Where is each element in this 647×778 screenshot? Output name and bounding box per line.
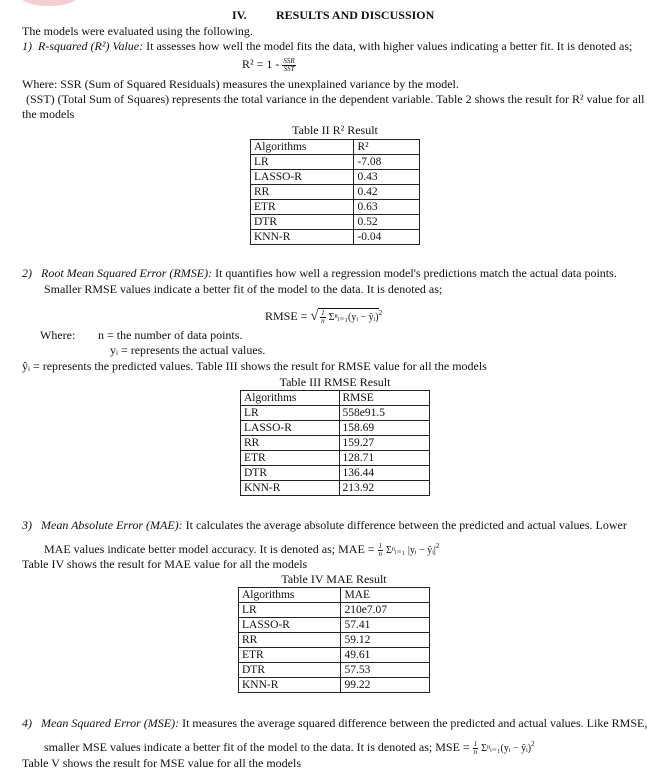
header-decoration bbox=[20, 0, 78, 6]
table-row bbox=[241, 436, 430, 451]
value-cell: 57.53 bbox=[341, 663, 430, 678]
mse-formula-body: Σⁿᵢ₌₁(yᵢ − ŷᵢ) bbox=[481, 743, 532, 754]
mse-desc1: It measures the average squared difference between the predicted and actual values. Like RMSE, bbox=[182, 716, 647, 730]
table-header-cell: R² bbox=[354, 140, 420, 155]
algorithm-cell: LASSO-R bbox=[239, 618, 341, 633]
table-row bbox=[239, 633, 430, 648]
algorithm-cell: DTR bbox=[251, 215, 354, 230]
algorithm-cell: ETR bbox=[251, 200, 354, 215]
rsq-frac-den: SST bbox=[283, 64, 295, 73]
algorithm-cell: KNN-R bbox=[251, 230, 354, 245]
value-cell: 136.44 bbox=[339, 466, 430, 481]
section-title: RESULTS AND DISCUSSION bbox=[276, 8, 435, 22]
table-row bbox=[241, 451, 430, 466]
value-cell: 213.92 bbox=[339, 481, 430, 496]
mse-number: 4) bbox=[22, 716, 32, 730]
rsq-where-2: (SST) (Total Sum of Squares) represents the total variance in the dependent variable. Table 2 shows the result for R² value for all bbox=[26, 92, 645, 106]
table-header-row bbox=[241, 391, 430, 406]
algorithm-cell: ETR bbox=[241, 451, 340, 466]
table-header-cell: RMSE bbox=[339, 391, 430, 406]
mae-number: 3) bbox=[22, 518, 32, 532]
rmse-where-yhat: ŷᵢ = represents the predicted values. Table III shows the result for RMSE value for all the models bbox=[22, 359, 487, 373]
value-cell: 159.27 bbox=[339, 436, 430, 451]
mae-paragraph bbox=[22, 518, 627, 532]
rmse-formula-body: Σⁿᵢ₌₁(yᵢ − ŷᵢ) bbox=[328, 312, 379, 323]
value-cell: 558e91.5 bbox=[339, 406, 430, 421]
algorithm-cell: RR bbox=[241, 436, 340, 451]
rsq-where-1: Where: SSR (Sum of Squared Residuals) measures the unexplained variance by the model. bbox=[22, 77, 459, 91]
algorithm-cell: ETR bbox=[239, 648, 341, 663]
table-row bbox=[251, 155, 420, 170]
algorithm-cell: LR bbox=[251, 155, 354, 170]
table-header-row bbox=[251, 140, 420, 155]
rsq-formula-lhs: R² = 1 - bbox=[242, 57, 280, 71]
mse-paragraph bbox=[22, 716, 647, 730]
table-row bbox=[251, 185, 420, 200]
algorithm-cell: LASSO-R bbox=[251, 170, 354, 185]
rsq-desc: It assesses how well the model fits the data, with higher values indicating a better fit. It is denoted as; bbox=[146, 39, 633, 53]
rsq-fraction bbox=[282, 58, 295, 73]
rmse-where-y: yᵢ = represents the actual values. bbox=[110, 343, 266, 357]
mse-name: Mean Squared Error (MSE): bbox=[41, 716, 180, 730]
rmse-formula: RMSE = √ $\frac{1}{n}$ Σⁿᵢ₌₁(yᵢ − ŷᵢ)$^2$ bbox=[265, 308, 383, 325]
mae-desc1: It calculates the average absolute difference between the predicted and actual values. Lower bbox=[185, 518, 627, 532]
table-row bbox=[241, 481, 430, 496]
table-row bbox=[251, 230, 420, 245]
table-header-cell: Algorithms bbox=[251, 140, 354, 155]
rsq-where-3: the models bbox=[22, 107, 75, 121]
table-row bbox=[239, 678, 430, 693]
table-row bbox=[239, 663, 430, 678]
rsq-number: 1) bbox=[22, 39, 32, 53]
mse-after: Table V shows the result for MSE value for all the models bbox=[22, 756, 301, 770]
rmse-where-label: Where: bbox=[40, 328, 76, 342]
table4 bbox=[238, 587, 430, 693]
algorithm-cell: LR bbox=[239, 603, 341, 618]
table2-caption: Table II R² Result bbox=[292, 123, 378, 137]
mse-line2: smaller MSE values indicate a better fit of the model to the data. It is denoted as; MSE = $\frac{1}{n}$ Σⁿᵢ₌₁(yᵢ − ŷᵢ)$^2$ bbox=[44, 739, 535, 756]
rsq-name: R-squared (R²) Value: bbox=[38, 39, 144, 53]
value-cell: 49.61 bbox=[341, 648, 430, 663]
value-cell: 0.52 bbox=[354, 215, 420, 230]
value-cell: 0.42 bbox=[354, 185, 420, 200]
table-header-cell: Algorithms bbox=[239, 588, 341, 603]
algorithm-cell: LASSO-R bbox=[241, 421, 340, 436]
rmse-where-n: n = the number of data points. bbox=[98, 328, 243, 342]
table3 bbox=[240, 390, 430, 496]
table2 bbox=[250, 139, 420, 245]
table-row bbox=[239, 618, 430, 633]
table-row bbox=[241, 421, 430, 436]
mae-desc2: MAE values indicate better model accuracy. It is denoted as; MAE = bbox=[44, 542, 375, 556]
mae-line2: MAE values indicate better model accuracy. It is denoted as; MAE = $\frac{1}{n}$ Σⁿᵢ₌₁ |yᵢ − $ŷᵢ|^2$ bbox=[44, 541, 440, 558]
table-header-row bbox=[239, 588, 430, 603]
table-header-cell: MAE bbox=[341, 588, 430, 603]
algorithm-cell: RR bbox=[239, 633, 341, 648]
table-header-cell: Algorithms bbox=[241, 391, 340, 406]
rmse-formula-lhs: RMSE = bbox=[265, 309, 308, 323]
table-row bbox=[251, 215, 420, 230]
rsq-frac-num: SSR bbox=[283, 56, 295, 65]
mse-desc2: smaller MSE values indicate a better fit of the model to the data. It is denoted as; MSE = bbox=[44, 740, 470, 754]
algorithm-cell: KNN-R bbox=[241, 481, 340, 496]
table-row bbox=[239, 603, 430, 618]
value-cell: 158.69 bbox=[339, 421, 430, 436]
mae-name: Mean Absolute Error (MAE): bbox=[41, 518, 183, 532]
value-cell: 0.43 bbox=[354, 170, 420, 185]
rmse-number: 2) bbox=[22, 266, 32, 280]
table4-caption: Table IV MAE Result bbox=[281, 572, 387, 586]
rsq-formula bbox=[242, 57, 296, 73]
rsq-paragraph bbox=[22, 39, 632, 53]
algorithm-cell: DTR bbox=[241, 466, 340, 481]
value-cell: -0.04 bbox=[354, 230, 420, 245]
table-row bbox=[241, 466, 430, 481]
algorithm-cell: LR bbox=[241, 406, 340, 421]
section-number: IV. bbox=[232, 8, 247, 22]
value-cell: 210e7.07 bbox=[341, 603, 430, 618]
value-cell: 0.63 bbox=[354, 200, 420, 215]
table-row bbox=[251, 170, 420, 185]
value-cell: 59.12 bbox=[341, 633, 430, 648]
table-row bbox=[241, 406, 430, 421]
mae-after: Table IV shows the result for MAE value for all the models bbox=[22, 557, 308, 571]
rmse-paragraph bbox=[22, 266, 642, 280]
table-row bbox=[251, 200, 420, 215]
rmse-name: Root Mean Squared Error (RMSE): bbox=[41, 266, 213, 280]
mae-formula-body: Σⁿᵢ₌₁ |yᵢ − ŷᵢ| bbox=[386, 545, 436, 556]
table3-caption: Table III RMSE Result bbox=[279, 375, 391, 389]
section-intro: The models were evaluated using the following. bbox=[22, 24, 253, 38]
value-cell: 128.71 bbox=[339, 451, 430, 466]
value-cell: 57.41 bbox=[341, 618, 430, 633]
algorithm-cell: KNN-R bbox=[239, 678, 341, 693]
algorithm-cell: DTR bbox=[239, 663, 341, 678]
value-cell: -7.08 bbox=[354, 155, 420, 170]
algorithm-cell: RR bbox=[251, 185, 354, 200]
rmse-desc2: Smaller RMSE values indicate a better fit of the model to the data. It is denoted as; bbox=[44, 282, 443, 296]
rmse-desc1: It quantifies how well a regression model's predictions match the actual data points. bbox=[215, 266, 617, 280]
table-row bbox=[239, 648, 430, 663]
value-cell: 99.22 bbox=[341, 678, 430, 693]
